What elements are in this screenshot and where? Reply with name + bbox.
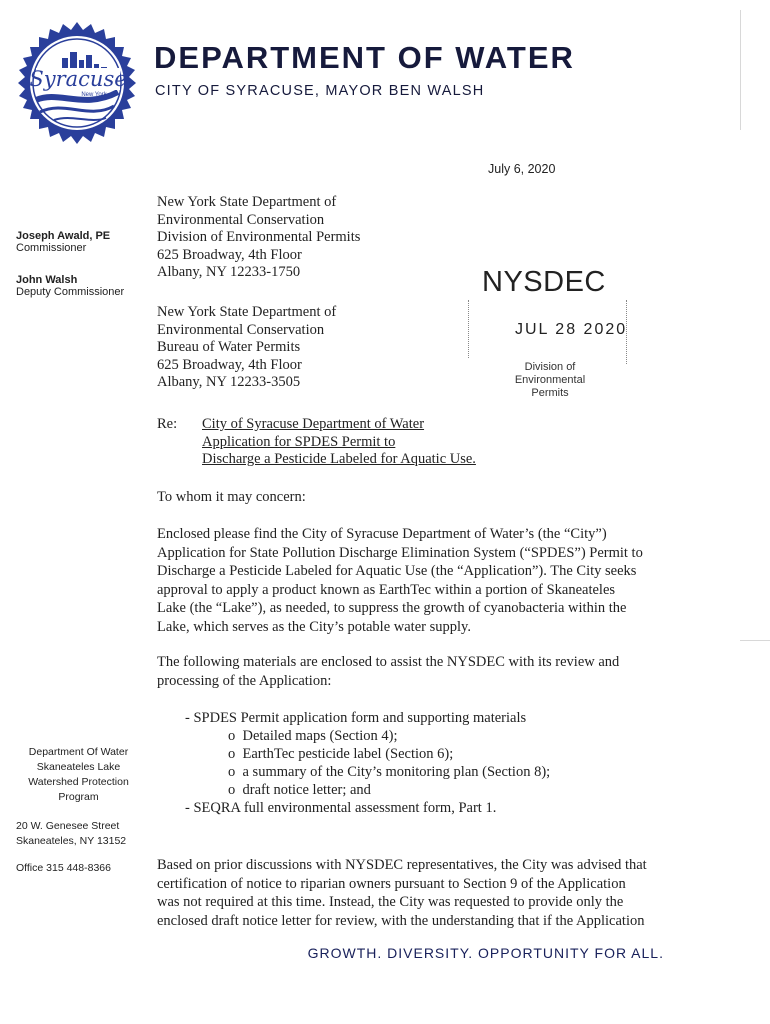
address-line: Albany, NY 12233-3505	[157, 374, 301, 390]
footer-slogan: GROWTH. DIVERSITY. OPPORTUNITY FOR ALL.	[307, 945, 664, 961]
paragraph-line: enclosed draft notice letter for review, with the understanding that if the Application	[157, 912, 645, 929]
scan-edge-mark	[740, 10, 741, 130]
paragraph-line: Discharge a Pesticide Labeled for Aquatic Use (the “Application”). The City seeks	[157, 563, 637, 579]
sidebar-program	[16, 745, 141, 805]
paragraph-line: Application for State Pollution Discharge Elimination System (“SPDES”) Permit to	[157, 544, 643, 561]
address-line: Environmental Conservation	[157, 321, 325, 338]
stamp-division	[495, 361, 605, 400]
paragraph-line: Lake, which serves as the City’s potable water supply.	[157, 618, 471, 635]
program-line: Watershed Protection	[28, 776, 129, 788]
sidebar-deputy	[16, 274, 124, 298]
re-subject-line: Application for SPDES Permit to	[202, 433, 396, 450]
sidebar-address	[16, 819, 126, 849]
letter-date: July 6, 2020	[488, 162, 556, 176]
address-line: Bureau of Water Permits	[157, 339, 301, 355]
deputy-name: John Walsh	[16, 274, 78, 286]
list-subitem: o draft notice letter; and	[228, 782, 371, 798]
svg-text:New York: New York	[81, 92, 107, 98]
salutation: To whom it may concern:	[157, 489, 306, 505]
stamp-date: JUL 28 2020	[515, 321, 628, 338]
list-item: - SEQRA full environmental assessment form, Part 1.	[185, 800, 497, 816]
list-subitem-text: EarthTec pesticide label (Section 6);	[242, 746, 454, 762]
address-line: 625 Broadway, 4th Floor	[157, 356, 302, 373]
commissioner-role: Commissioner	[16, 242, 87, 254]
paragraph-prior-discussions	[157, 856, 647, 930]
paragraph-line: certification of notice to riparian owners pursuant to Section 9 of the Application	[157, 875, 626, 892]
address-line: New York State Department of	[157, 194, 337, 210]
program-line: Program	[58, 791, 99, 803]
re-label: Re:	[157, 416, 178, 432]
paragraph-line: Enclosed please find the City of Syracuse Department of Water’s (the “City”)	[157, 526, 607, 542]
stamp-bracket-left	[468, 300, 487, 358]
stamp-division-line: Environmental Permits	[514, 374, 586, 399]
paragraph-line: was not required at this time. Instead, the City was requested to provide only the	[157, 894, 624, 910]
commissioner-name: Joseph Awald, PE	[16, 230, 111, 242]
re-subject	[202, 416, 476, 469]
paragraph-following-materials	[157, 653, 619, 690]
address-line: 625 Broadway, 4th Floor	[157, 246, 302, 263]
stamp-division-line: Division of	[524, 361, 576, 373]
svg-text:Syracuse: Syracuse	[29, 67, 127, 91]
list-subitem: o EarthTec pesticide label (Section 6);	[228, 746, 454, 762]
address-line: Division of Environmental Permits	[157, 229, 361, 245]
address-line: New York State Department of	[157, 304, 337, 320]
deputy-role: Deputy Commissioner	[16, 286, 125, 298]
program-line: Skaneateles Lake	[36, 761, 121, 773]
re-subject-line: Discharge a Pesticide Labeled for Aquatic Use.	[202, 451, 476, 467]
paragraph-line: processing of the Application:	[157, 672, 332, 689]
department-title: DEPARTMENT OF WATER	[154, 40, 575, 75]
paragraph-line: approval to apply a product known as EarthTec within a portion of Skaneateles	[157, 581, 616, 598]
address-line: Environmental Conservation	[157, 211, 325, 228]
list-item-text: SEQRA full environmental assessment form, Part 1.	[193, 800, 497, 816]
address-line: Albany, NY 12233-1750	[157, 264, 301, 280]
program-line: Department Of Water	[28, 746, 129, 758]
sidebar-phone: Office 315 448-8366	[16, 862, 111, 874]
sidebar-commissioner	[16, 230, 110, 254]
list-subitem-text: draft notice letter; and	[242, 782, 371, 798]
recipient-address-1	[157, 194, 360, 282]
syracuse-seal-logo	[14, 20, 140, 146]
paragraph-enclosed	[157, 525, 643, 636]
list-subitem-text: Detailed maps (Section 4);	[242, 728, 398, 744]
list-subitem-text: a summary of the City’s monitoring plan (Section 8);	[242, 764, 551, 780]
enclosed-materials-list	[185, 709, 526, 727]
scan-edge-mark	[740, 640, 770, 641]
list-subitem: o a summary of the City’s monitoring plan (Section 8);	[228, 764, 551, 780]
department-subtitle: CITY OF SYRACUSE, MAYOR BEN WALSH	[155, 83, 485, 99]
address-line: 20 W. Genesee Street	[16, 820, 120, 832]
paragraph-line: The following materials are enclosed to assist the NYSDEC with its review and	[157, 654, 620, 670]
list-item: - SPDES Permit application form and supporting materials	[185, 710, 527, 726]
enclosed-subitems-list	[228, 727, 550, 799]
paragraph-line: Lake (the “Lake”), as needed, to suppress the growth of cyanobacteria within the	[157, 600, 627, 616]
list-item-text: SPDES Permit application form and supporting materials	[193, 710, 527, 726]
paragraph-line: Based on prior discussions with NYSDEC representatives, the City was advised that	[157, 857, 647, 873]
address-line: Skaneateles, NY 13152	[16, 835, 127, 847]
re-subject-line: City of Syracuse Department of Water	[202, 416, 425, 432]
list-subitem: o Detailed maps (Section 4);	[228, 728, 398, 744]
enclosed-materials-list-2	[185, 799, 496, 817]
stamp-title: NYSDEC	[482, 266, 606, 298]
recipient-address-2	[157, 304, 336, 392]
